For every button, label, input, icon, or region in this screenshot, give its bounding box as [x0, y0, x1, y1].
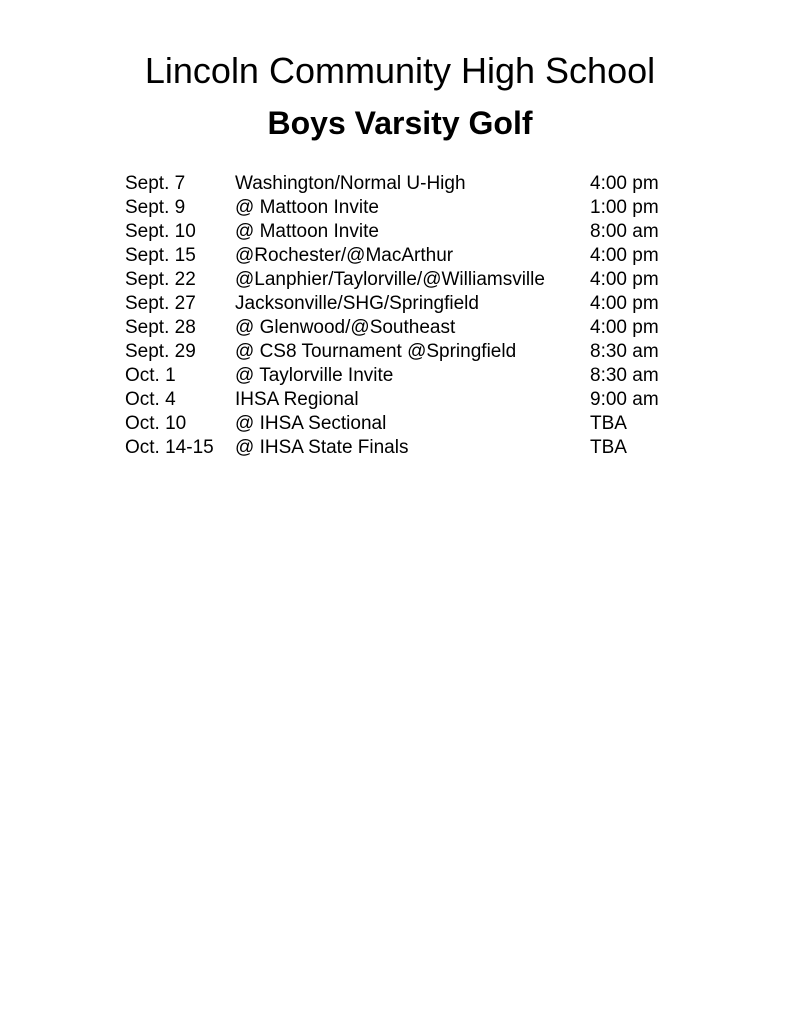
- event-date: Sept. 27: [125, 293, 196, 314]
- event-date: Sept. 7: [125, 173, 186, 194]
- schedule-row: [125, 436, 800, 460]
- schedule-row: [125, 268, 800, 292]
- event-name: @ Mattoon Invite: [235, 221, 379, 242]
- page-subtitle: Boys Varsity Golf: [267, 105, 533, 141]
- event-name: IHSA Regional: [235, 389, 359, 410]
- page-title: Lincoln Community High School: [144, 50, 656, 91]
- event-time: 4:00 pm: [590, 173, 659, 194]
- event-name: @ Mattoon Invite: [235, 197, 379, 218]
- event-name: @ IHSA State Finals: [235, 437, 409, 458]
- schedule-row: [125, 244, 800, 268]
- event-date: Oct. 1: [125, 365, 176, 386]
- event-time: 1:00 pm: [590, 197, 659, 218]
- schedule-row: [125, 172, 800, 196]
- event-name: @Lanphier/Taylorville/@Williamsville: [235, 269, 545, 290]
- schedule-row: [125, 292, 800, 316]
- event-time: 8:30 am: [590, 365, 659, 386]
- schedule-row: [125, 412, 800, 436]
- event-name: @ IHSA Sectional: [235, 413, 387, 434]
- event-date: Sept. 15: [125, 245, 196, 266]
- event-date: Oct. 14-15: [125, 437, 214, 458]
- schedule-table: [125, 172, 800, 460]
- event-name: @ CS8 Tournament @Springfield: [235, 341, 517, 362]
- schedule-row: [125, 196, 800, 220]
- schedule-row: [125, 220, 800, 244]
- event-time: 9:00 am: [590, 389, 659, 410]
- event-date: Oct. 10: [125, 413, 187, 434]
- event-date: Sept. 29: [125, 341, 196, 362]
- event-time: TBA: [590, 413, 627, 434]
- event-date: Sept. 10: [125, 221, 196, 242]
- event-time: 4:00 pm: [590, 245, 659, 266]
- event-date: Oct. 4: [125, 389, 176, 410]
- schedule-row: [125, 340, 800, 364]
- event-name: Washington/Normal U-High: [235, 173, 466, 194]
- schedule-row: [125, 364, 800, 388]
- event-name: Jacksonville/SHG/Springfield: [235, 293, 479, 314]
- event-date: Sept. 28: [125, 317, 196, 338]
- event-time: 8:30 am: [590, 341, 659, 362]
- event-time: 4:00 pm: [590, 317, 659, 338]
- event-time: TBA: [590, 437, 627, 458]
- event-time: 4:00 pm: [590, 293, 659, 314]
- event-name: @ Glenwood/@Southeast: [235, 317, 456, 338]
- event-date: Sept. 9: [125, 197, 186, 218]
- schedule-row: [125, 316, 800, 340]
- event-time: 8:00 am: [590, 221, 659, 242]
- event-time: 4:00 pm: [590, 269, 659, 290]
- event-date: Sept. 22: [125, 269, 196, 290]
- event-name: @ Taylorville Invite: [235, 365, 394, 386]
- event-name: @Rochester/@MacArthur: [235, 245, 454, 266]
- schedule-row: [125, 388, 800, 412]
